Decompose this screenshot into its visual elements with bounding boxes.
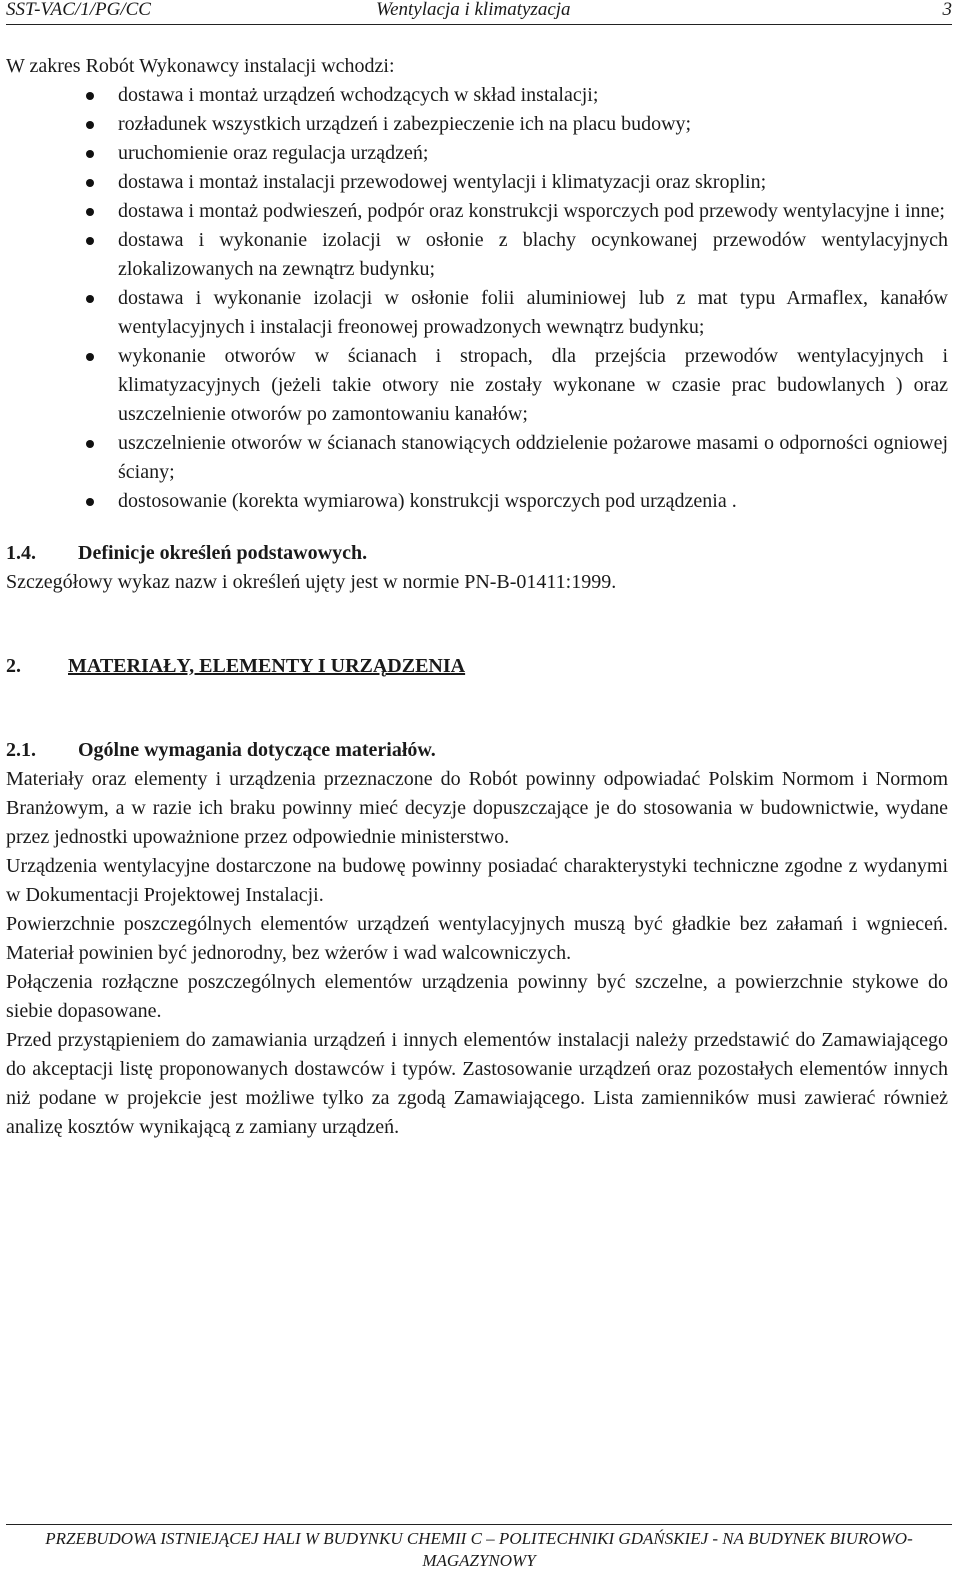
list-item: dostawa i wykonanie izolacji w osłonie folii aluminiowej lub z mat typu Armaflex, kanałów wentylacyjnych i instalacji freonowej prowadzonych wewnątrz budynku; <box>6 284 948 342</box>
paragraph: Powierzchnie poszczególnych elementów urządzeń wentylacyjnych muszą być gładkie bez załamań i wgnieceń. Materiał powinien być jednorodny, bez wżerów i wad walcowniczych. <box>6 913 948 964</box>
list-item: wykonanie otworów w ścianach i stropach, dla przejścia przewodów wentylacyjnych i klimatyzacyjnych (jeżeli takie otwory nie zostały wykonane w czasie prac budowlanych ) oraz uszczelnienie otworów po zamontowaniu kanałów; <box>6 342 948 429</box>
section-heading-2-1 <box>6 736 948 765</box>
list-item: rozładunek wszystkich urządzeń i zabezpieczenie ich na placu budowy; <box>6 110 948 139</box>
page-number: 3 <box>942 0 952 20</box>
list-item: uszczelnienie otworów w ścianach stanowiących oddzielenie pożarowe masami o odporności ogniowej ściany; <box>6 429 948 487</box>
section-heading-2 <box>6 652 948 681</box>
section-title: MATERIAŁY, ELEMENTY I URZĄDZENIA <box>68 655 466 677</box>
paragraph: Urządzenia wentylacyjne dostarczone na budowę powinny posiadać charakterystyki techniczne zgodne z wydanymi w Dokumentacji Projektowej Instalacji. <box>6 855 948 906</box>
section-title: Definicje określeń podstawowych. <box>78 542 368 564</box>
header-title: Wentylacja i klimatyzacja <box>376 0 571 20</box>
list-item: uruchomienie oraz regulacja urządzeń; <box>6 139 948 168</box>
list-item: dostawa i montaż instalacji przewodowej wentylacji i klimatyzacji oraz skroplin; <box>6 168 948 197</box>
section-number: 2.1. <box>6 739 36 761</box>
page-footer: PRZEBUDOWA ISTNIEJĄCEJ HALI W BUDYNKU CHEMII C – POLITECHNIKI GDAŃSKIEJ - NA BUDYNEK BIUROWO-MAGAZYNOWY <box>6 1524 952 1572</box>
page-header <box>6 0 952 25</box>
document-body <box>6 52 948 1142</box>
list-item: dostawa i wykonanie izolacji w osłonie z blachy ocynkowanej przewodów wentylacyjnych zlokalizowanych na zewnątrz budynku; <box>6 226 948 284</box>
list-item: dostawa i montaż podwieszeń, podpór oraz konstrukcji wsporczych pod przewody wentylacyjne i inne; <box>6 197 948 226</box>
section-number: 2. <box>6 655 21 677</box>
section-number: 1.4. <box>6 542 36 564</box>
list-item: dostawa i montaż urządzeń wchodzących w skład instalacji; <box>6 81 948 110</box>
paragraph: Połączenia rozłączne poszczególnych elementów urządzenia powinny być szczelne, a powierzchnie stykowe do siebie dopasowane. <box>6 971 948 1022</box>
scope-list <box>6 81 948 516</box>
paragraph: Materiały oraz elementy i urządzenia przeznaczone do Robót powinny odpowiadać Polskim Normom i Normom Branżowym, a w razie ich braku powinny mieć decyzje dopuszczające je do stosowania w budownictwie, wydane przez jednostki upoważnione przez odpowiednie ministerstwo. <box>6 768 948 848</box>
doc-code: SST-VAC/1/PG/CC <box>6 0 151 20</box>
scope-intro: W zakres Robót Wykonawcy instalacji wchodzi: <box>6 55 395 77</box>
list-item: dostosowanie (korekta wymiarowa) konstrukcji wsporczych pod urządzenia . <box>6 487 948 516</box>
section-title: Ogólne wymagania dotyczące materiałów. <box>78 739 436 761</box>
section-heading-1-4 <box>6 539 948 568</box>
paragraph: Przed przystąpieniem do zamawiania urządzeń i innych elementów instalacji należy przedstawić do Zamawiającego do akceptacji listę proponowanych dostawców i typów. Zastosowanie urządzeń oraz pozostałych elementów innych niż podane w projekcie jest możliwe tylko za zgodą Zamawiającego. Lista zamienników musi zawierać również analizę kosztów wynikającą z zamiany urządzeń. <box>6 1029 948 1138</box>
section-1-4-text: Szczegółowy wykaz nazw i określeń ujęty jest w normie PN-B-01411:1999. <box>6 571 617 593</box>
